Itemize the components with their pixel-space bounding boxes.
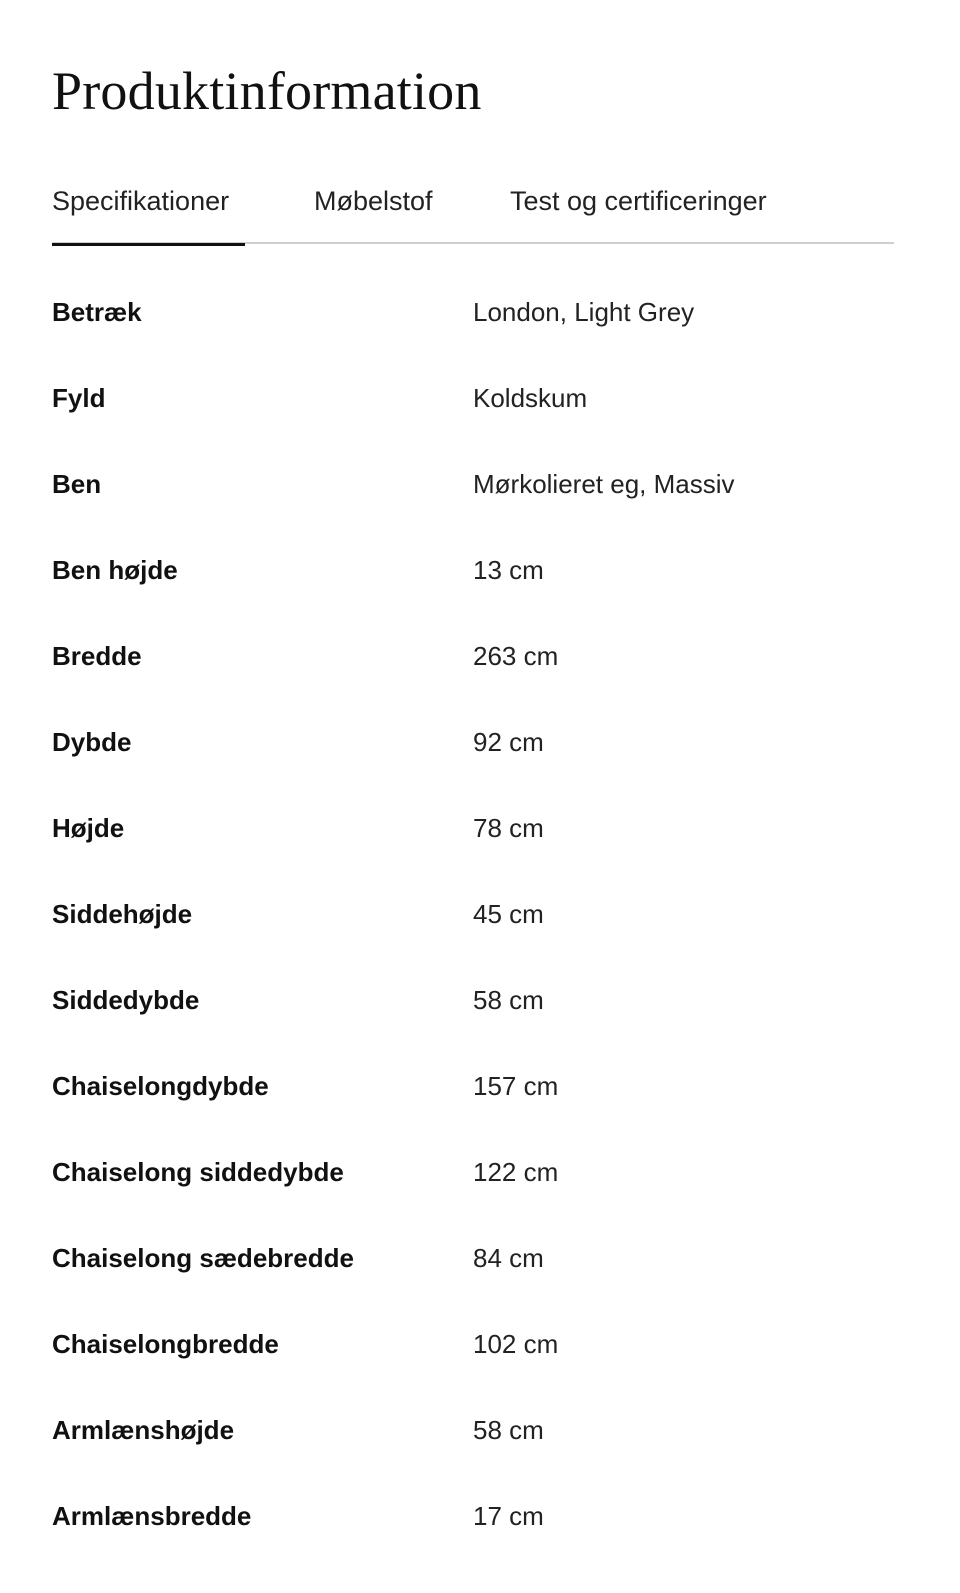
spec-table [52, 270, 894, 1560]
spec-row [52, 786, 894, 872]
tab-specifikationer[interactable]: Specifikationer [52, 176, 245, 244]
spec-value: Koldskum [473, 383, 588, 413]
spec-value: 17 cm [473, 1501, 544, 1531]
spec-value: 263 cm [473, 641, 559, 671]
spec-row [52, 1302, 894, 1388]
spec-value: 157 cm [473, 1071, 559, 1101]
spec-label: Chaiselongbredde [52, 1329, 279, 1359]
spec-label: Armlænshøjde [52, 1415, 235, 1445]
spec-value: 58 cm [473, 985, 544, 1015]
page-title: Produktinformation [52, 61, 482, 121]
spec-row [52, 1388, 894, 1474]
spec-value: 58 cm [473, 1415, 544, 1445]
spec-label: Ben højde [52, 555, 178, 585]
spec-label: Dybde [52, 727, 132, 757]
spec-row [52, 1130, 894, 1216]
spec-label: Chaiselong sædebredde [52, 1243, 354, 1273]
spec-label: Betræk [52, 297, 142, 327]
spec-label: Armlænsbredde [52, 1501, 252, 1531]
spec-row [52, 1216, 894, 1302]
spec-label: Siddedybde [52, 985, 200, 1015]
spec-value: 122 cm [473, 1157, 559, 1187]
spec-value: 78 cm [473, 813, 544, 843]
spec-label: Chaiselongdybde [52, 1071, 269, 1101]
spec-label: Siddehøjde [52, 899, 193, 929]
spec-label: Ben [52, 469, 102, 499]
spec-value: 92 cm [473, 727, 544, 757]
spec-label: Højde [52, 813, 125, 843]
spec-row [52, 528, 894, 614]
spec-value: 13 cm [473, 555, 544, 585]
spec-value: 45 cm [473, 899, 544, 929]
spec-row [52, 442, 894, 528]
spec-row [52, 872, 894, 958]
spec-row [52, 1474, 894, 1560]
spec-value: Mørkolieret eg, Massiv [473, 469, 735, 499]
tab-mobelstof[interactable]: Møbelstof [314, 186, 433, 216]
spec-row [52, 958, 894, 1044]
spec-label: Bredde [52, 641, 142, 671]
tab-test-og-certificeringer[interactable]: Test og certificeringer [510, 186, 767, 216]
spec-label: Chaiselong siddedybde [52, 1157, 344, 1187]
spec-row [52, 270, 894, 356]
spec-row [52, 700, 894, 786]
spec-value: 102 cm [473, 1329, 559, 1359]
spec-row [52, 1044, 894, 1130]
tab-bar [52, 176, 894, 244]
spec-row [52, 614, 894, 700]
spec-label: Fyld [52, 383, 106, 413]
spec-value: London, Light Grey [473, 297, 695, 327]
spec-row [52, 356, 894, 442]
spec-value: 84 cm [473, 1243, 544, 1273]
